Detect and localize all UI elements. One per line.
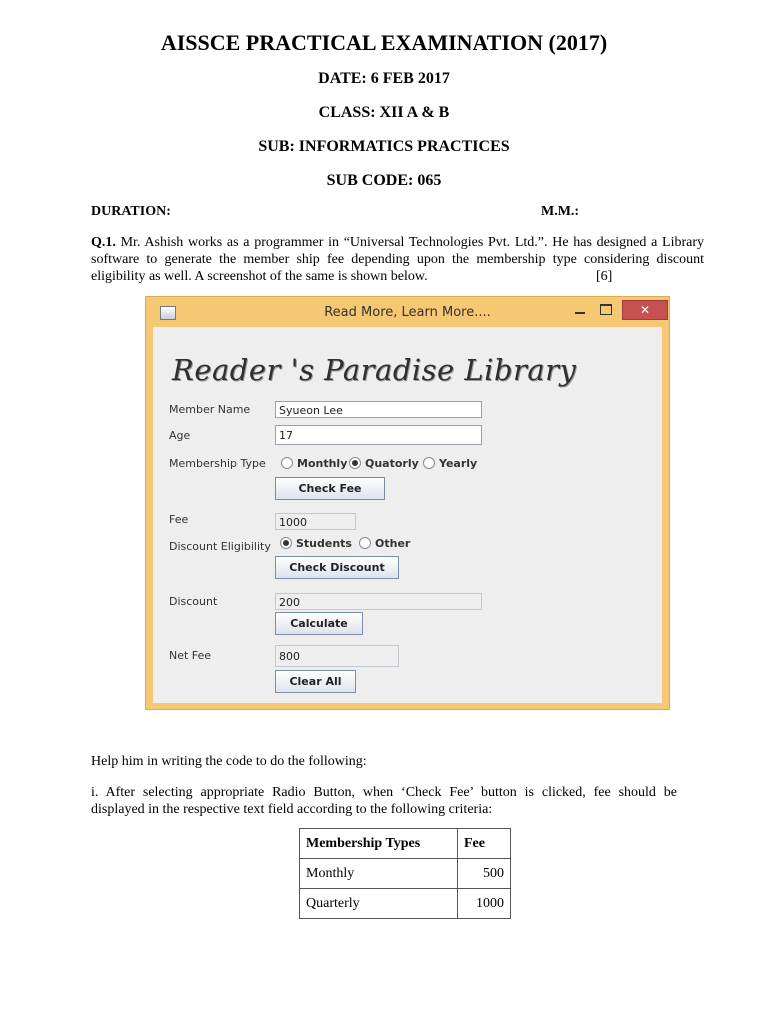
exam-date: DATE: 6 FEB 2017 (318, 70, 450, 87)
app-heading: Reader 's Paradise Library (172, 353, 577, 387)
question-marks: [6] (596, 269, 613, 284)
radio-monthly[interactable] (281, 457, 347, 470)
fee-label: Fee (169, 513, 189, 526)
question-number: Q.1. (91, 235, 116, 250)
discount-eligibility-label: Discount Eligibility (169, 540, 271, 553)
exam-subject: SUB: INFORMATICS PRACTICES (258, 138, 510, 155)
table-row (300, 889, 511, 919)
instruction-item-1 (91, 784, 677, 818)
table-header-fee: Fee (458, 829, 511, 859)
question-line-1: Mr. Ashish works as a programmer in “Universal Technologies Pvt. Ltd.”. He has designed a Library (120, 235, 705, 250)
radio-quatorly[interactable] (349, 457, 419, 470)
table-header-row (300, 829, 511, 859)
check-fee-button[interactable]: Check Fee (275, 477, 385, 500)
table-cell-membership-type: Monthly (300, 859, 458, 889)
exam-class: CLASS: XII A & B (318, 104, 450, 121)
radio-monthly-circle (281, 457, 293, 469)
radio-yearly-circle (423, 457, 435, 469)
question-line-3: eligibility as well. A screenshot of the same is shown below. (91, 269, 428, 284)
radio-yearly[interactable] (423, 457, 477, 470)
instruction-item-1-line-2: displayed in the respective text field according to the following criteria: (91, 802, 493, 817)
minimize-icon[interactable] (573, 302, 587, 316)
question-1 (91, 234, 704, 285)
radio-students-label: Students (296, 537, 352, 550)
radio-other[interactable] (359, 537, 410, 550)
fee-criteria-table (299, 828, 511, 919)
table-cell-membership-type: Quarterly (300, 889, 458, 919)
check-discount-button[interactable]: Check Discount (275, 556, 399, 579)
max-marks-label: M.M.: (541, 204, 580, 219)
instruction-item-1-line-1: i. After selecting appropriate Radio Button, when ‘Check Fee’ button is clicked, fee should be (91, 785, 677, 800)
radio-students-circle (280, 537, 292, 549)
close-icon[interactable]: ✕ (622, 300, 668, 320)
radio-students[interactable] (280, 537, 352, 550)
table-row (300, 859, 511, 889)
instructions-intro: Help him in writing the code to do the following: (91, 754, 367, 769)
radio-other-circle (359, 537, 371, 549)
discount-label: Discount (169, 595, 218, 608)
window-title: Read More, Learn More.... (324, 305, 491, 320)
question-line-2: software to generate the member ship fee depending upon the membership type considering discount (91, 252, 704, 267)
exam-sub-code: SUB CODE: 065 (326, 172, 442, 189)
member-name-label: Member Name (169, 403, 251, 416)
table-cell-fee: 1000 (458, 889, 511, 919)
membership-type-label: Membership Type (169, 457, 266, 470)
table-cell-fee: 500 (458, 859, 511, 889)
net-fee-label: Net Fee (169, 649, 212, 662)
member-name-field[interactable]: Syueon Lee (275, 401, 482, 418)
age-field[interactable]: 17 (275, 425, 482, 445)
radio-monthly-label: Monthly (297, 457, 348, 470)
radio-quatorly-circle (349, 457, 361, 469)
discount-field[interactable]: 200 (275, 593, 482, 610)
clear-all-button[interactable]: Clear All (275, 670, 356, 693)
form-panel (153, 327, 662, 703)
table-header-membership-types: Membership Types (300, 829, 458, 859)
calculate-button[interactable]: Calculate (275, 612, 363, 635)
radio-quatorly-label: Quatorly (365, 457, 419, 470)
maximize-icon[interactable] (600, 304, 612, 315)
radio-yearly-label: Yearly (439, 457, 478, 470)
radio-other-label: Other (375, 537, 411, 550)
duration-label: DURATION: (91, 204, 171, 219)
exam-title: AISSCE PRACTICAL EXAMINATION (2017) (160, 30, 608, 55)
net-fee-field[interactable]: 800 (275, 645, 399, 667)
app-window (145, 296, 670, 710)
fee-field[interactable]: 1000 (275, 513, 356, 530)
age-label: Age (169, 429, 191, 442)
window-titlebar[interactable] (146, 297, 669, 327)
